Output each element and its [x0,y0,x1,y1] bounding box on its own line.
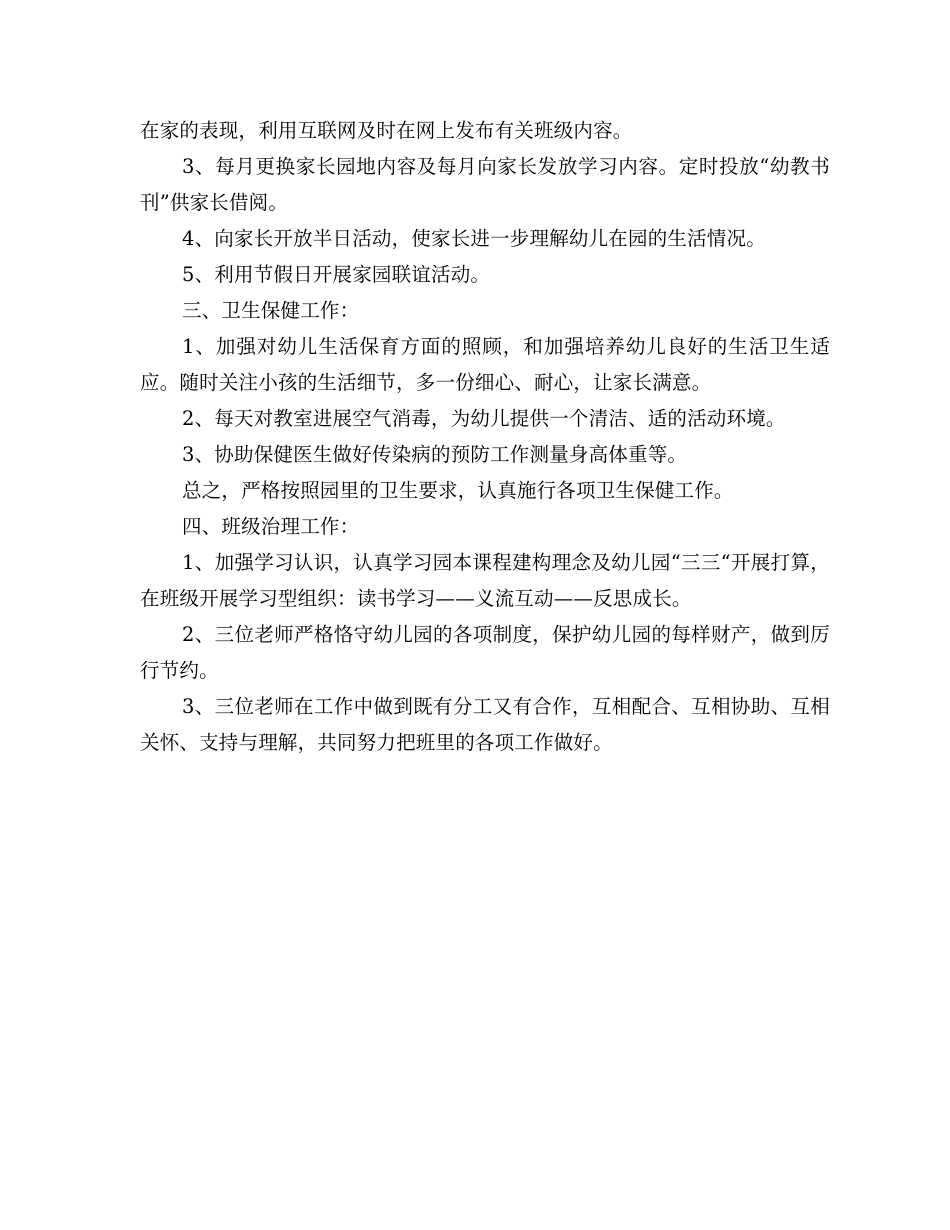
paragraph-parent-materials: 3、每月更换家长园地内容及每月向家长发放学习内容。定时投放“幼教书刊”供家长借阅。 [140,155,830,214]
paragraph-child-care: 1、加强对幼儿生活保育方面的照顾，和加强培养幼儿良好的生活卫生适应。随时关注小孩的生活细节，多一份细心、耐心，让家长满意。 [140,335,830,394]
paragraph-disinfection: 2、每天对教室进展空气消毒，为幼儿提供一个清洁、适的活动环境。 [182,407,786,430]
paragraph-open-half-day: 4、向家长开放半日活动，使家长进一步理解幼儿在园的生活情况。 [182,227,766,250]
paragraph-rules-property: 2、三位老师严格恪守幼儿园的各项制度，保护幼儿园的每样财产，做到厉行节约。 [140,623,830,682]
paragraph-learning: 1、加强学习认识，认真学习园本课程建构理念及幼儿园“三三“开展打算，在班级开展学习型组织：读书学习——义流互动——反思成长。 [140,551,830,610]
paragraph-teamwork: 3、三位老师在工作中做到既有分工又有合作，互相配合、互相协助、互相关怀、支持与理解，共同努力把班里的各项工作做好。 [140,695,830,754]
document-body [140,113,830,761]
paragraph-health-summary: 总之，严格按照园里的卫生要求，认真施行各项卫生保健工作。 [182,479,734,502]
section-heading-health-care: 三、卫生保健工作： [182,299,360,322]
paragraph-continuation: 在家的表现，利用互联网及时在网上发布有关班级内容。 [140,119,633,142]
paragraph-holiday-activities: 5、利用节假日开展家园联谊活动。 [182,263,491,286]
paragraph-disease-prevention: 3、协助保健医生做好传染病的预防工作测量身高体重等。 [182,443,688,466]
section-heading-class-management: 四、班级治理工作： [182,515,360,538]
